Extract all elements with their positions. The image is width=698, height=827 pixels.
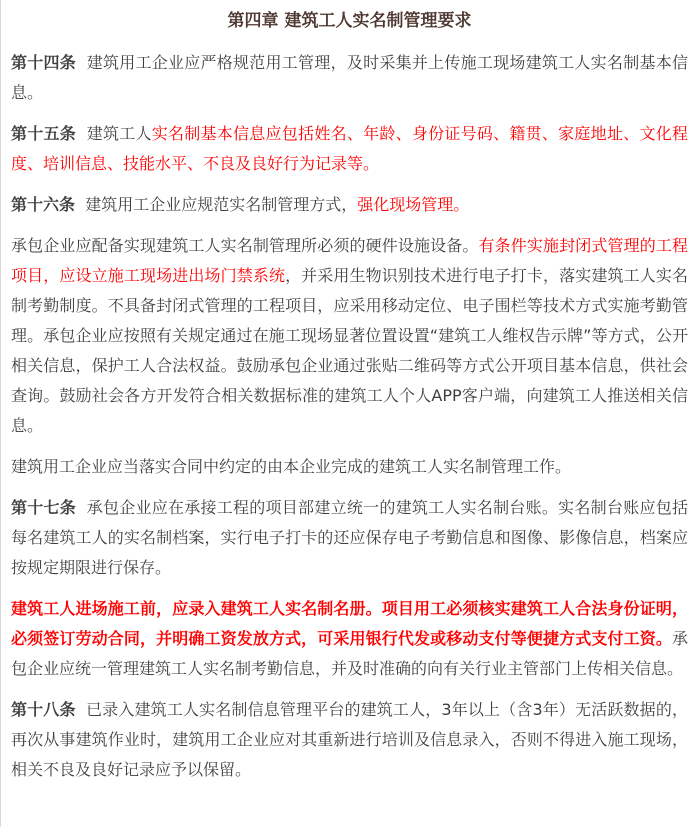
paragraph [11, 493, 688, 583]
paragraph [11, 594, 688, 684]
text-run: 承包企业应配备实现建筑工人实名制管理所必须的硬件设施设备。 [11, 236, 479, 255]
chapter-title: 第四章 建筑工人实名制管理要求 [227, 11, 472, 31]
paragraph [11, 452, 688, 482]
paragraph [11, 231, 688, 441]
paragraph [11, 190, 688, 220]
paragraph [11, 48, 688, 108]
text-run: 第十七条 [11, 498, 77, 517]
text-run: 建筑工人进场施工前，应录入建筑工人实名制名册。项目用工必须核实建筑工人合法身份证明，必须签订劳动合同，并明确工资发放方式，可采用银行代发或移动支付等便捷方式支付工资。 [11, 599, 688, 648]
paragraph [11, 119, 688, 179]
text-run: 有条件实施封闭式管理的工程项目，应设立施工现场进出场门禁系统 [11, 236, 688, 285]
text-run: 建筑用工企业应严格规范用工管理，及时采集并上传施工现场建筑工人实名制基本信息。 [11, 53, 688, 102]
text-run: 建筑工人 [76, 124, 152, 143]
paragraph [11, 695, 688, 785]
article-body [11, 48, 688, 785]
text-run: 建筑用工企业应规范实名制管理方式， [75, 195, 358, 214]
text-run: 第十八条 [11, 700, 76, 719]
text-run: 第十六条 [11, 195, 76, 214]
text-run: 第十五条 [11, 124, 77, 143]
text-run: ，并采用生物识别技术进行电子打卡，落实建筑工人实名制考勤制度。不具备封闭式管理的工程项目，应采用移动定位、电子围栏等技术方式实施考勤管理。承包企业应按照有关规定通过在施工现场显著位置设置“建筑工人维权告示牌”等方式，公开相关信息，保护工人合法权益。鼓励承包企业通过张贴二维码等方式公开项目基本信息，供社会查询。鼓励社会各方开发符合相关数据标准的建筑工人个人APP客户端，向建筑工人推送相关信息。 [11, 266, 688, 435]
text-run: 第十四条 [11, 53, 77, 72]
text-run: 建筑用工企业应当落实合同中约定的由本企业完成的建筑工人实名制管理工作。 [11, 457, 572, 476]
text-run: 实名制基本信息应包括姓名、年龄、身份证号码、籍贯、家庭地址、文化程度、培训信息、技能水平、不良及良好行为记录等。 [11, 124, 688, 173]
text-run: 承包企业应统一管理建筑工人实名制考勤信息，并及时准确的向有关行业主管部门上传相关信息。 [11, 629, 688, 678]
text-run: 承包企业应在承接工程的项目部建立统一的建筑工人实名制台账。实名制台账应包括每名建筑工人的实名制档案，实行电子打卡的还应保存电子考勤信息和图像、影像信息，档案应按规定期限进行保存。 [11, 498, 688, 577]
text-run: 强化现场管理。 [357, 195, 470, 214]
text-run: 已录入建筑工人实名制信息管理平台的建筑工人，3年以上（含3年）无活跃数据的，再次从事建筑作业时，建筑用工企业应对其重新进行培训及信息录入，否则不得进入施工现场，相关不良及良好记录应予以保留。 [11, 700, 688, 779]
